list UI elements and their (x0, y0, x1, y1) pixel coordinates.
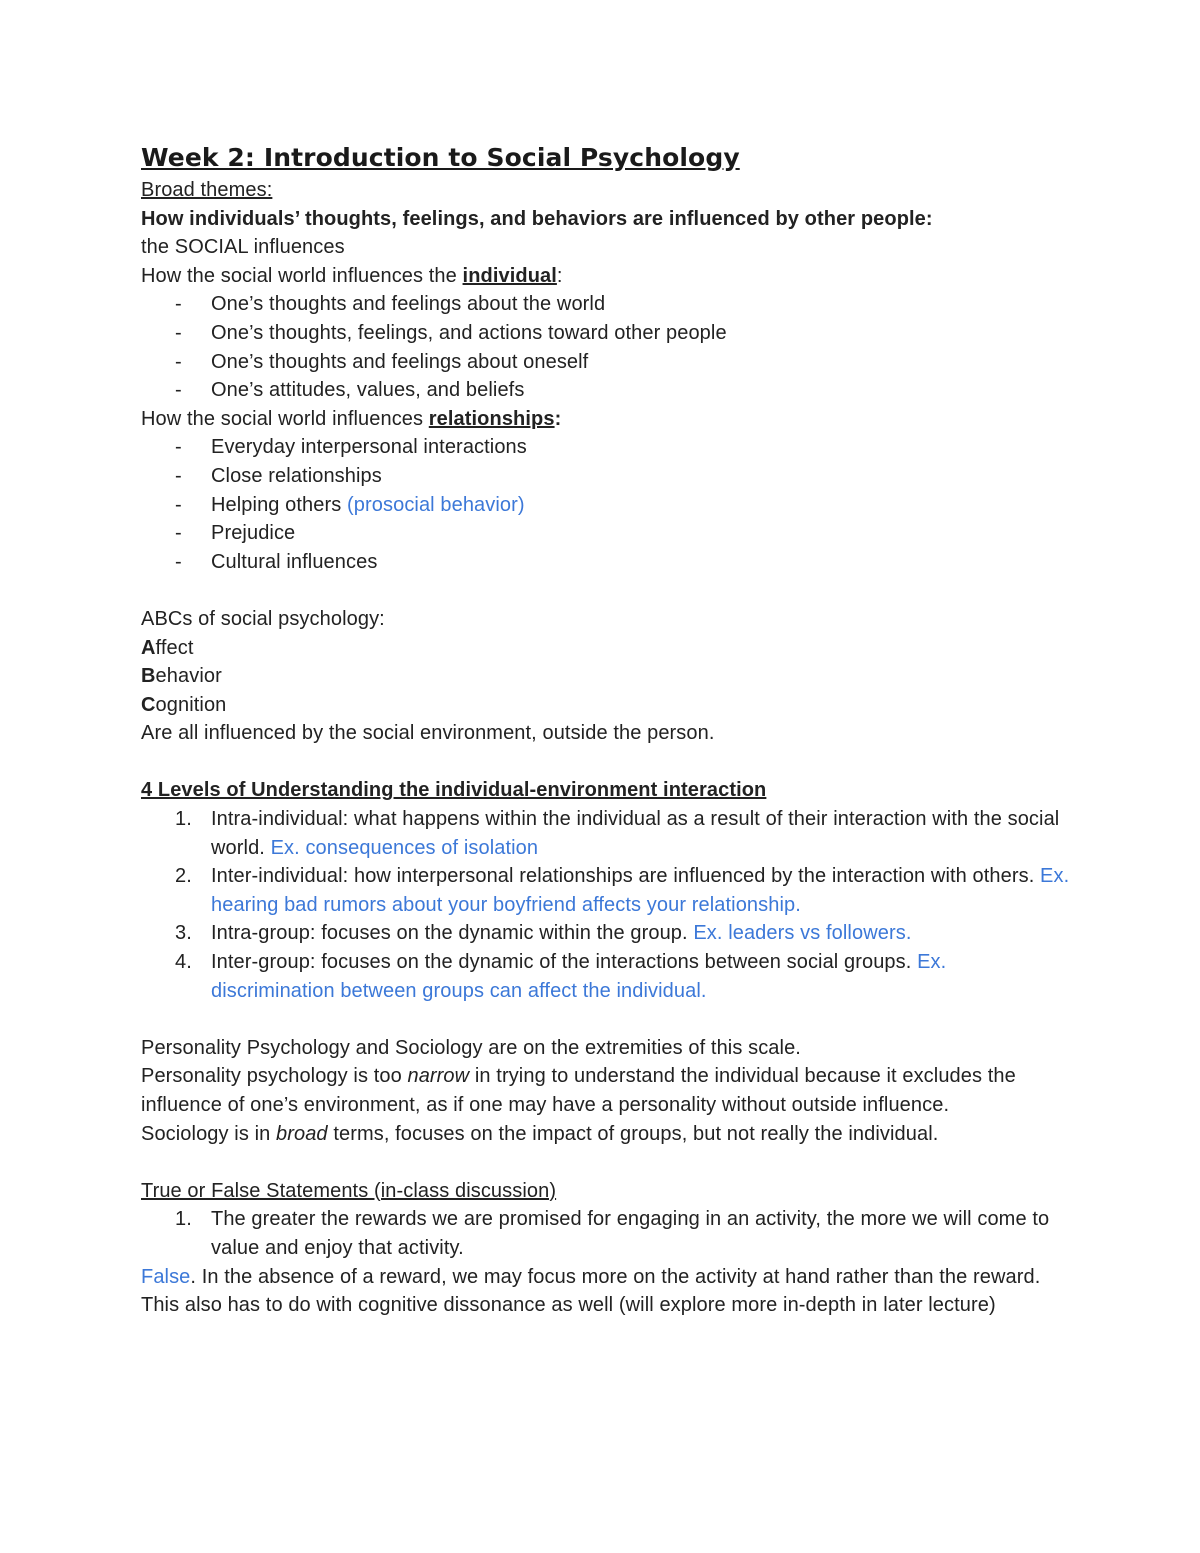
extremities-text: Personality Psychology and Sociology are on the extremities of this scale. (141, 1036, 801, 1059)
abc-behavior: Behavior (141, 665, 222, 688)
list-item: - Everyday interpersonal interactions (175, 436, 527, 459)
abc-affect: Affect (141, 636, 194, 659)
relationships-list (141, 433, 1071, 576)
prosocial-note: (prosocial behavior) (347, 493, 525, 516)
list-item: - Close relationships (175, 464, 382, 487)
tf-heading: True or False Statements (in-class discussion) (141, 1179, 557, 1202)
answer-verdict: False (141, 1265, 191, 1288)
list-item: - Cultural influences (175, 550, 378, 573)
abc-heading: ABCs of social psychology: (141, 607, 385, 630)
level-example: Ex. leaders vs followers. (693, 922, 912, 945)
personality-paragraph: Personality psychology is too narrow in trying to understand the individual because it excludes the influence of one’s environment, as if one may have a personality without outside influence. (141, 1065, 1016, 1116)
individual-intro: How the social world influences the individual: (141, 264, 563, 287)
individual-list (141, 290, 1071, 404)
broad-themes-label: Broad themes: (141, 179, 273, 201)
list-item: - One’s thoughts and feelings about oneself (175, 350, 589, 373)
list-item: - One’s attitudes, values, and beliefs (175, 379, 525, 402)
page-title: Week 2: Introduction to Social Psychology (141, 143, 740, 172)
list-item: 2. Inter-individual: how interpersonal relationships are influenced by the interaction with others. Ex. hearing bad rumors about your boyfriend affects your relationship. (175, 865, 1070, 916)
level-example: Ex. discrimination between groups can affect the individual. (211, 951, 947, 1002)
sociology-paragraph: Sociology is in broad terms, focuses on the impact of groups, but not really the individual. (141, 1122, 939, 1145)
level-example: Ex. hearing bad rumors about your boyfriend affects your relationship. (211, 865, 1070, 916)
relationships-intro: How the social world influences relationships: (141, 407, 562, 430)
list-item: - Prejudice (175, 522, 296, 545)
relationships-keyword: relationships (428, 407, 555, 430)
list-item: 4. Inter-group: focuses on the dynamic of the interactions between social groups. Ex. discrimination between groups can affect the individual. (175, 951, 947, 1002)
abc-cognition: Cognition (141, 693, 227, 716)
list-item: 3. Intra-group: focuses on the dynamic within the group. Ex. leaders vs followers. (175, 922, 912, 945)
document-body (141, 140, 1071, 1320)
themes-statement: How individuals’ thoughts, feelings, and behaviors are influenced by other people: (141, 207, 933, 230)
list-item: 1. The greater the rewards we are promised for engaging in an activity, the more we will come to value and enjoy that activity. (175, 1208, 1050, 1259)
individual-keyword: individual (462, 264, 557, 287)
social-influences-line: the SOCIAL influences (141, 236, 345, 259)
levels-heading: 4 Levels of Understanding the individual-environment interaction (141, 779, 767, 802)
abc-summary: Are all influenced by the social environment, outside the person. (141, 722, 715, 745)
tf-answer: False. In the absence of a reward, we may focus more on the activity at hand rather than the reward. This also has to do with cognitive dissonance as well (will explore more in-depth in later lecture) (141, 1265, 1041, 1317)
list-item: - One’s thoughts and feelings about the world (175, 293, 606, 316)
list-item: - One’s thoughts, feelings, and actions toward other people (175, 321, 727, 344)
level-example: Ex. consequences of isolation (270, 836, 539, 859)
levels-list (141, 805, 1071, 1005)
list-item: 1. Intra-individual: what happens within the individual as a result of their interaction with the social world. Ex. consequences of isolation (175, 808, 1060, 859)
list-item: - Helping others (prosocial behavior) (175, 493, 525, 516)
